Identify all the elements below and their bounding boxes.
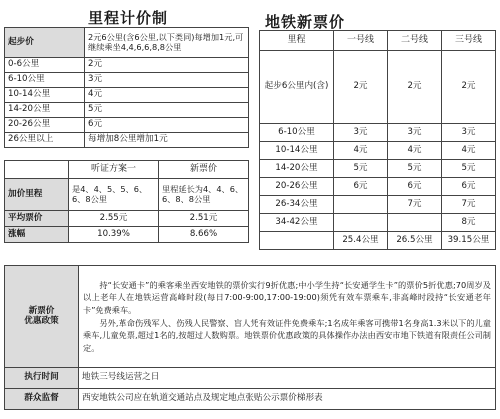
table-row: [260, 196, 496, 214]
cell: 2元: [388, 51, 442, 124]
row-value: 5元: [85, 103, 249, 118]
cell: 5元: [442, 160, 496, 178]
row-label: 群众监督: [5, 389, 79, 410]
cell: 3元: [334, 124, 388, 142]
cell: 4元: [334, 142, 388, 160]
compare-table: [4, 160, 249, 243]
metro-title: 地铁新票价: [265, 13, 346, 31]
column-header: 听证方案一: [69, 161, 159, 179]
cell: [334, 214, 388, 232]
row-label: 6-10公里: [260, 124, 334, 142]
table-row: [5, 179, 249, 211]
table-row: [260, 214, 496, 232]
cell: 6元: [442, 178, 496, 196]
table-row: [5, 161, 249, 179]
table-row: [5, 118, 249, 133]
cell: 2.55元: [69, 211, 159, 227]
cell: 25.4公里: [334, 232, 388, 250]
row-label: 平均票价: [5, 211, 69, 227]
cell: 26.5公里: [388, 232, 442, 250]
row-label: 10-14公里: [5, 88, 85, 103]
row-label: 20-26公里: [5, 118, 85, 133]
cell: 10.39%: [69, 227, 159, 243]
cell: 是4、4、5、5、6、6、8公里: [69, 179, 159, 211]
row-label: 加价里程: [5, 179, 69, 211]
row-label: 起步价: [5, 28, 85, 58]
table-row: [5, 389, 496, 410]
cell: 地铁三号线运营之日: [79, 368, 496, 389]
table-row: [5, 133, 249, 148]
row-value: 2元6公里(含6公里,以下类同)每增加1元,可继续乘坐4,4,6,6,8,8公里: [85, 28, 249, 58]
row-label: 14-20公里: [5, 103, 85, 118]
table-row: [260, 178, 496, 196]
cell: 39.15公里: [442, 232, 496, 250]
cell: 7元: [388, 196, 442, 214]
row-label: 14-20公里: [260, 160, 334, 178]
table-row: [5, 28, 249, 58]
row-label: 26-34公里: [260, 196, 334, 214]
table-row: [260, 31, 496, 51]
cell: 2元: [442, 51, 496, 124]
cell: 8元: [442, 214, 496, 232]
cell: 西安地铁公司应在轨道交通站点及规定地点张贴公示票价梯形表: [79, 389, 496, 410]
cell: 2.51元: [159, 211, 249, 227]
table-row: [260, 51, 496, 124]
row-value: 6元: [85, 118, 249, 133]
column-header: 一号线: [334, 31, 388, 51]
cell: 4元: [388, 142, 442, 160]
column-header: 二号线: [388, 31, 442, 51]
cell: 里程延长为4、4、6、6、8、8公里: [159, 179, 249, 211]
cell: [334, 196, 388, 214]
cell: 3元: [442, 124, 496, 142]
cell: 2元: [334, 51, 388, 124]
row-label: 6-10公里: [5, 73, 85, 88]
table-row: [5, 103, 249, 118]
cell: 6元: [388, 178, 442, 196]
table-row: [5, 211, 249, 227]
row-label: 26公里以上: [5, 133, 85, 148]
row-label: 34-42公里: [260, 214, 334, 232]
row-label: 0-6公里: [5, 58, 85, 73]
cell: 5元: [388, 160, 442, 178]
row-value: 每增加8公里增加1元: [85, 133, 249, 148]
mileage-title: 里程计价制: [88, 9, 169, 27]
row-label: 涨幅: [5, 227, 69, 243]
table-row: [5, 368, 496, 389]
corner-cell: [5, 161, 69, 179]
policy-table: [4, 265, 496, 410]
cell: 6元: [334, 178, 388, 196]
policy-paragraph: 持“长安通卡”的乘客乘坐西安地铁的票价实行9折优惠;中小学生持“长安通学生卡”的票价5折优惠;70周岁及以上老年人在地铁运营高峰时段(每日7:00-9:00,17:00-19:00)须凭有效车票乘车,非高峰时段持“长安通老年卡”免费乘车。: [83, 279, 491, 315]
row-value: 3元: [85, 73, 249, 88]
policy-text: [79, 266, 496, 368]
table-row: [260, 232, 496, 250]
column-header: 里程: [260, 31, 334, 51]
table-row: [260, 160, 496, 178]
metro-table: [259, 30, 496, 250]
row-label: 10-14公里: [260, 142, 334, 160]
table-row: [260, 124, 496, 142]
cell: 3元: [388, 124, 442, 142]
table-row: [5, 266, 496, 368]
row-label: 20-26公里: [260, 178, 334, 196]
table-row: [5, 227, 249, 243]
table-row: [5, 73, 249, 88]
row-value: 4元: [85, 88, 249, 103]
cell: 5元: [334, 160, 388, 178]
policy-paragraph: 另外,革命伤残军人、伤残人民警察、盲人凭有效证件免费乘车;1名成年乘客可携带1名身高1.3米以下的儿童乘车,儿童免票,超过1名的,按超过人数购票。地铁票价优惠政策的具体操作办法由西安市地下铁道有限责任公司制定。: [83, 317, 491, 353]
cell: [388, 214, 442, 232]
cell: 7元: [442, 196, 496, 214]
table-row: [260, 142, 496, 160]
cell: 8.66%: [159, 227, 249, 243]
row-label: 新票价 优惠政策: [5, 266, 79, 368]
row-label: 起步6公里内(含): [260, 51, 334, 124]
column-header: 新票价: [159, 161, 249, 179]
row-label: [260, 232, 334, 250]
row-label: 执行时间: [5, 368, 79, 389]
column-header: 三号线: [442, 31, 496, 51]
row-value: 2元: [85, 58, 249, 73]
table-row: [5, 88, 249, 103]
cell: 4元: [442, 142, 496, 160]
table-row: [5, 58, 249, 73]
mileage-table: [4, 27, 249, 148]
